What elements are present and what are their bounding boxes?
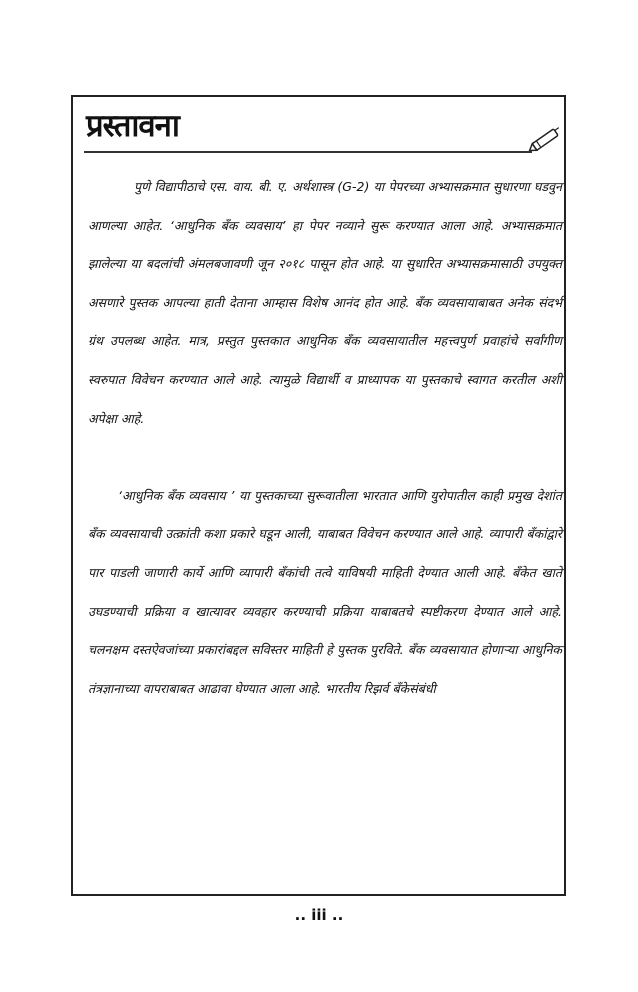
title-underline <box>84 151 532 153</box>
page-number: .. iii .. <box>294 906 344 924</box>
body-text <box>88 168 562 708</box>
paragraph-2: ‘आधुनिक बँक व्यवसाय ’ या पुस्तकाच्या सुरूवातीला भारतात आणि युरोपातील काही प्रमुख देशांत बँक व्यवसायाची उत्क्रांती कशा प्रकारे घडून आली, याबाबत विवेचन करण्यात आले आहे. व्यापारी बँकांद्वारे पार पाडली जाणारी कार्ये आणि व्यापारी बँकांची तत्वे याविषयी माहिती देण्यात आली आहे. बँकेत खाते उघडण्याची प्रक्रिया व खात्यावर व्यवहार करण्याची प्रक्रिया याबाबतचे स्पष्टीकरण देण्यात आले आहे. चलनक्षम दस्तऐवजांच्या प्रकारांबद्दल सविस्तर माहिती हे पुस्तक पुरविते. बँक व्यवसायात होणाऱ्या आधुनिक तंत्रज्ञानाच्या वापराबाबत आढावा घेण्यात आला आहे. भारतीय रिझर्व बँकेसंबंधी <box>88 487 562 696</box>
pen-icon <box>526 122 566 156</box>
paragraph-1: पुणे विद्यापीठाचे एस. वाय. बी. ए. अर्थशास्त्र (G-2) या पेपरच्या अभ्यासक्रमात सुधारणा घडवुन आणल्या आहेत. ‘आधुनिक बँक व्यवसाय’ हा पेपर नव्याने सुरू करण्यात आला आहे. अभ्यासक्रमात झालेल्या या बदलांची अंमलबजावणी जून २०१८ पासून होत आहे. या सुधारित अभ्यासक्रमासाठी उपयुक्त असणारे पुस्तक आपल्या हाती देताना आम्हास विशेष आनंद होत आहे. बँक व्यवसायाबाबत अनेक संदर्भ ग्रंथ उपलब्ध आहेत. मात्र, प्रस्तुत पुस्तकात आधुनिक बँक व्यवसायातील महत्त्वपुर्ण प्रवाहांचे सर्वांगीण स्वरुपात विवेचन करण्यात आले आहे. त्यामुळे विद्यार्थी व प्राध्यापक या पुस्तकाचे स्वागत करतील अशी अपेक्षा आहे. <box>88 179 562 426</box>
paragraph-gap <box>88 438 562 477</box>
page-title: प्रस्तावना <box>86 108 179 144</box>
